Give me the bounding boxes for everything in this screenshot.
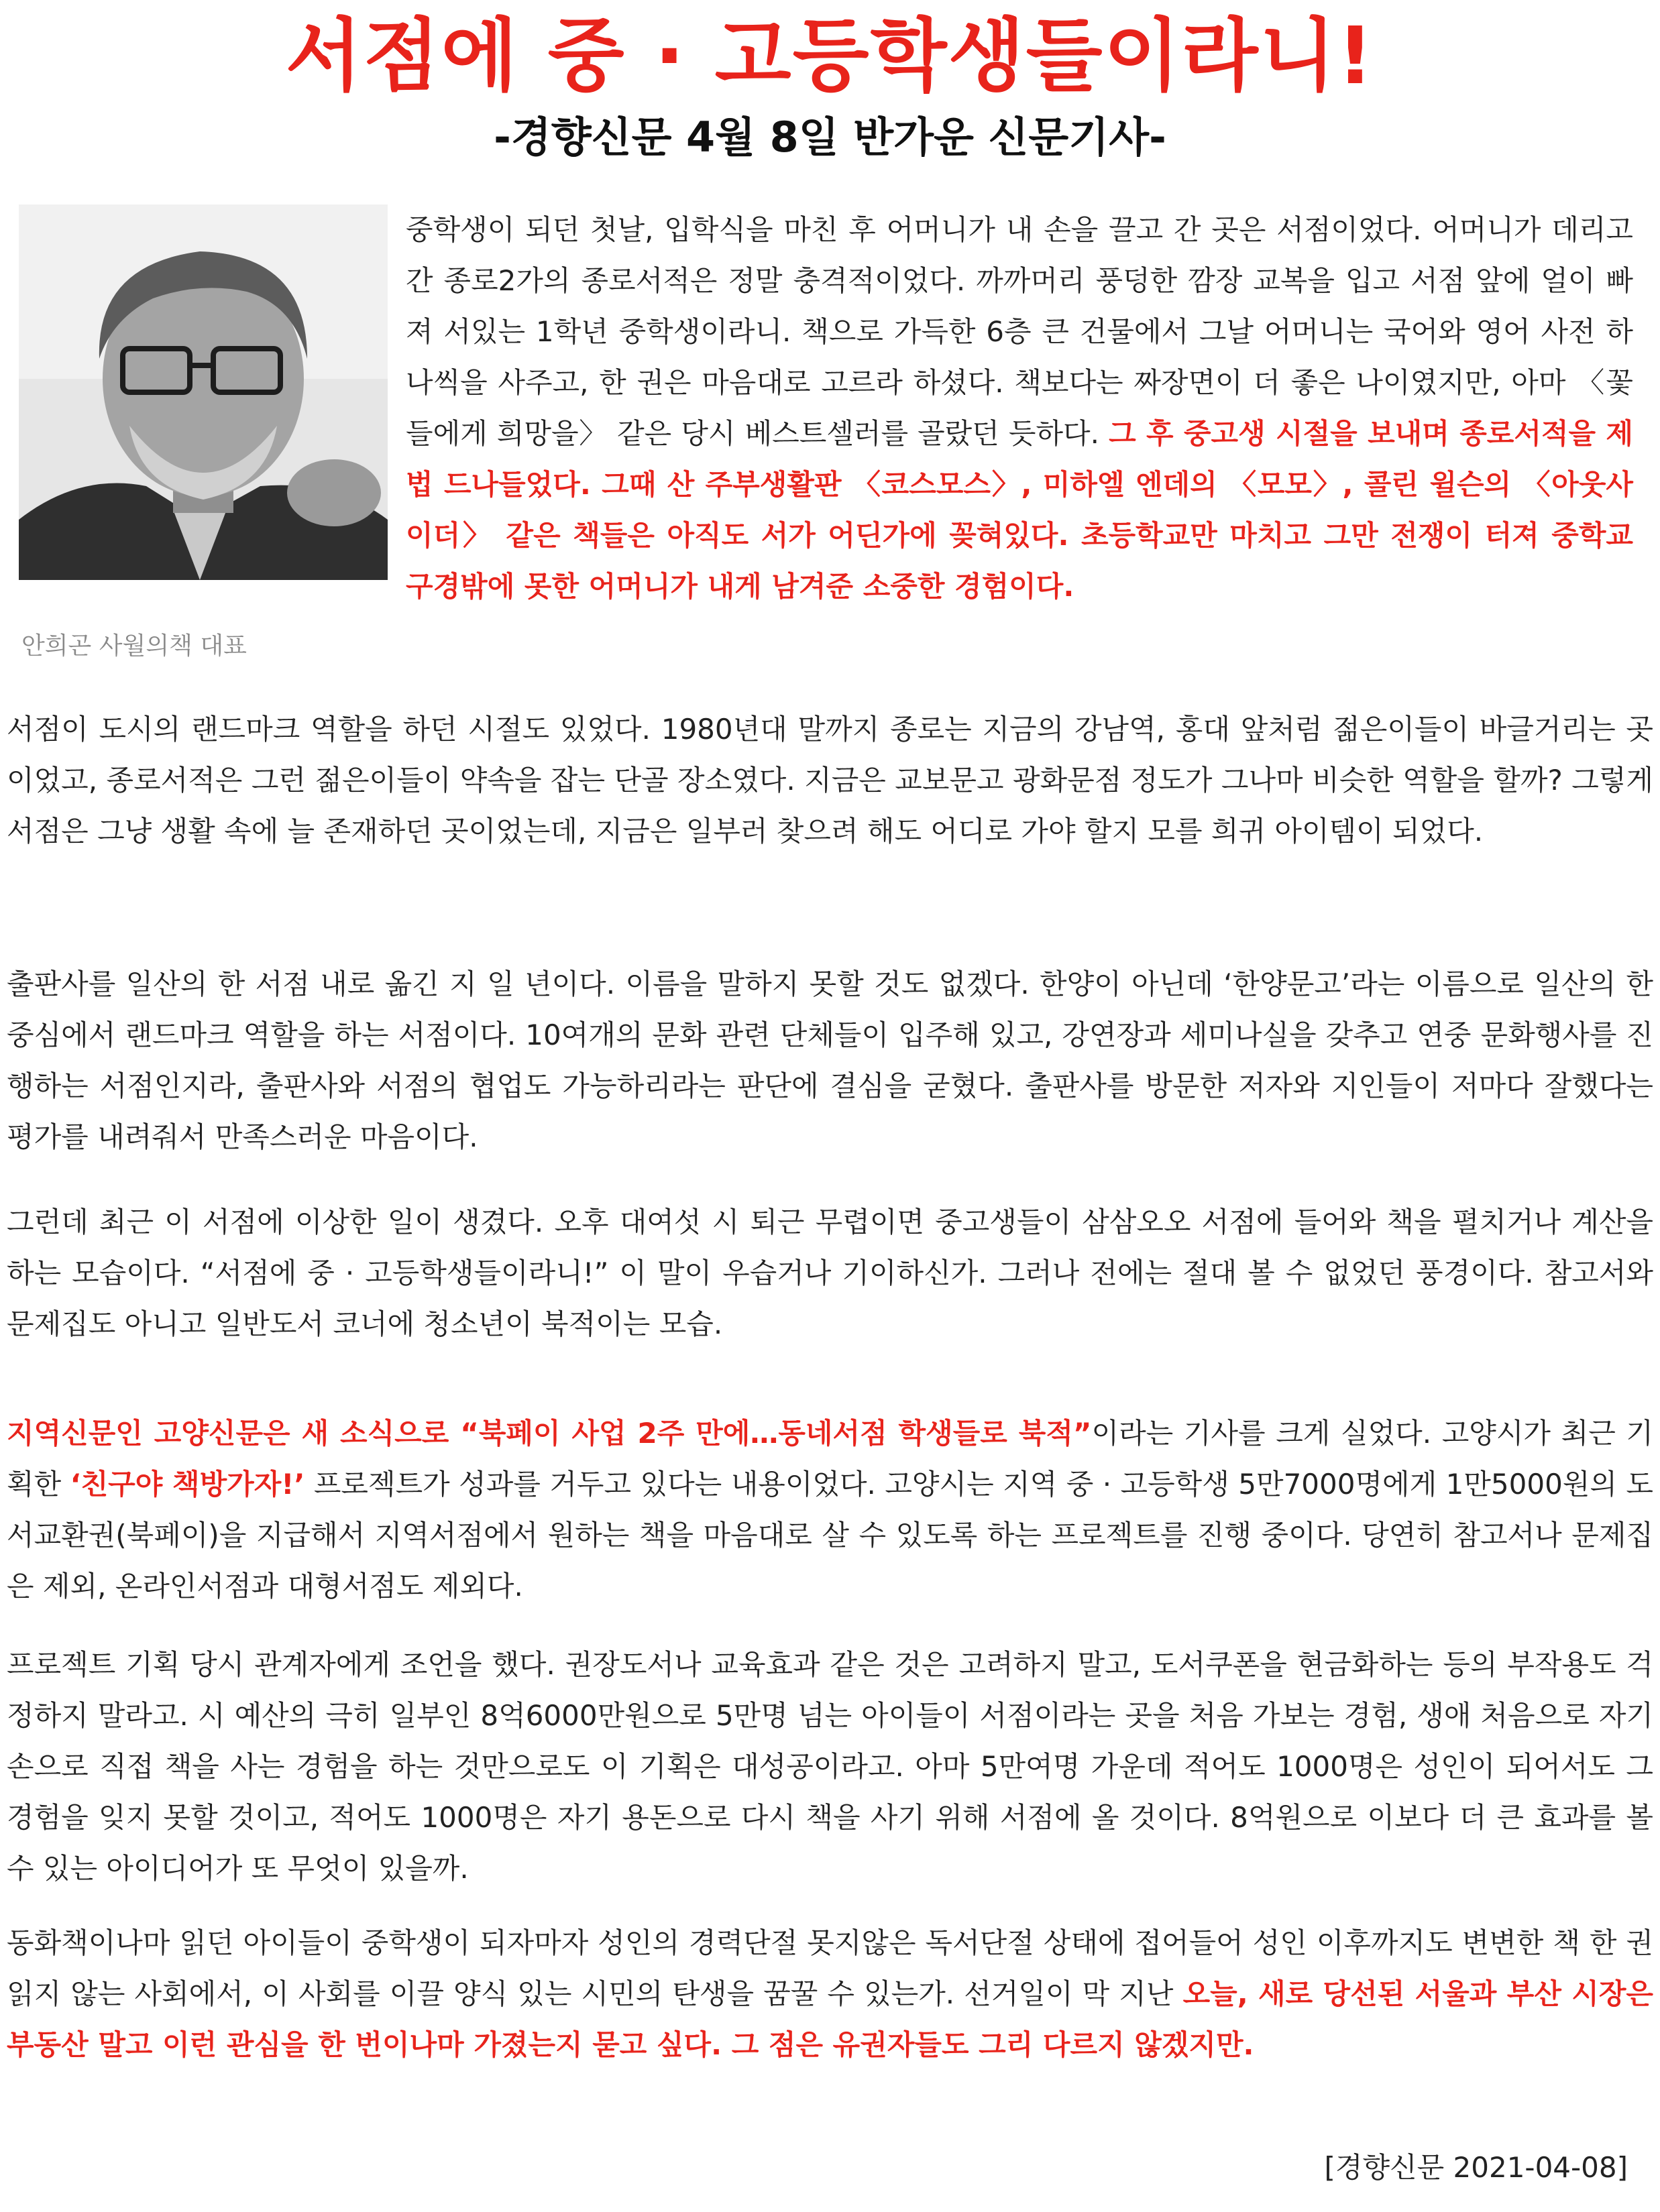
paragraph-2: 서점이 도시의 랜드마크 역할을 하던 시절도 있었다. 1980년대 말까지 종로는 지금의 강남역, 홍대 앞처럼 젊은이들이 바글거리는 곳이었고, 종로서적은 그런 젊은이들이 약속을 잡는 단골 장소였다. 지금은 교보문고 광화문점 정도가 그나마 비슷한 역할을 할까? 그렇게 서점은 그냥 생활 속에 늘 존재하던 곳이었는데, 지금은 일부러 찾으려 해도 어디로 가야 할지 모를 희귀 아이템이 되었다. (7, 713, 1653, 848)
paragraph-7 (7, 1918, 1653, 2071)
paragraph-7-highlight: 오늘, 새로 당선된 서울과 부산 시장은 부동산 말고 이런 관심을 한 번이나마 가졌는지 묻고 싶다. 그 점은 유권자들도 그리 다르지 않겠지만. (7, 1977, 1653, 2061)
intro-paragraph (406, 205, 1633, 612)
paragraph-6: 프로젝트 기획 당시 관계자에게 조언을 했다. 권장도서나 교육효과 같은 것은 고려하지 말고, 도서쿠폰을 현금화하는 등의 부작용도 걱정하지 말라고. 시 예산의 극히 일부인 8억6000만원으로 5만명 넘는 아이들이 서점이라는 곳을 처음 가보는 경험, 생애 처음으로 자기 손으로 직접 책을 사는 경험을 하는 것만으로도 이 기획은 대성공이라고. 아마 5만여명 가운데 적어도 1000명은 성인이 되어서도 그 경험을 잊지 못할 것이고, 적어도 1000명은 자기 용돈으로 다시 책을 사기 위해 서점에 올 것이다. 8억원으로 이보다 더 큰 효과를 볼 수 있는 아이디어가 또 무엇이 있을까. (7, 1648, 1653, 1885)
paragraph-5-text-1: 이라는 기사를 크게 실었다. 고양시가 최근 기획한 (7, 1417, 1653, 1501)
paragraph-5-highlight-1: 지역신문인 고양신문은 새 소식으로 “북페이 사업 2주 만에…동네서점 학생들로 북적” (7, 1417, 1092, 1450)
article-title: 서점에 중 · 고등학생들이라니! (285, 9, 1375, 102)
paragraph-4: 그런데 최근 이 서점에 이상한 일이 생겼다. 오후 대여섯 시 퇴근 무렵이면 중고생들이 삼삼오오 서점에 들어와 책을 펼치거나 계산을 하는 모습이다. “서점에 중 · 고등학생들이라니!” 이 말이 우습거나 기이하신가. 그러나 전에는 절대 볼 수 없었던 풍경이다. 참고서와 문제집도 아니고 일반도서 코너에 청소년이 북적이는 모습. (7, 1206, 1653, 1340)
paragraph-5 (7, 1408, 1653, 1612)
photo-caption: 안희곤 사월의책 대표 (21, 632, 247, 660)
paragraph-7-text: 동화책이나마 읽던 아이들이 중학생이 되자마자 성인의 경력단절 못지않은 독서단절 상태에 접어들어 성인 이후까지도 변변한 책 한 권 읽지 않는 사회에서, 이 사회를 이끌 양식 있는 시민의 탄생을 꿈꿀 수 있는가. 선거일이 막 지난 (7, 1926, 1653, 2010)
intro-highlight: 그 후 중고생 시절을 보내며 종로서적을 제법 드나들었다. 그때 산 주부생활판 〈코스모스〉, 미하엘 엔데의 〈모모〉, 콜린 윌슨의 〈아웃사이더〉 같은 책들은 아직도 서가 어딘가에 꽂혀있다. 초등학교만 마치고 그만 전쟁이 터져 중학교 구경밖에 못한 어머니가 내게 남겨준 소중한 경험이다. (406, 417, 1633, 603)
paragraph-5-text-2: 프로젝트가 성과를 거두고 있다는 내용이었다. 고양시는 지역 중 · 고등학생 5만7000명에게 1만5000원의 도서교환권(북페이)을 지급해서 지역서점에서 원하는 책을 마음대로 살 수 있도록 하는 프로젝트를 진행 중이다. 당연히 참고서나 문제집은 제외, 온라인서점과 대형서점도 제외다. (7, 1468, 1653, 1603)
article-source: [경향신문 2021-04-08] (1324, 2151, 1628, 2184)
article-subtitle: -경향신문 4월 8일 반가운 신문기사- (494, 113, 1166, 162)
paragraph-5-highlight-2: ‘친구야 책방가자!’ (70, 1468, 305, 1501)
author-portrait-image (19, 205, 388, 580)
intro-text: 중학생이 되던 첫날, 입학식을 마친 후 어머니가 내 손을 끌고 간 곳은 서점이었다. 어머니가 데리고 간 종로2가의 종로서적은 정말 충격적이었다. 까까머리 풍덩한 깜장 교복을 입고 서점 앞에 얼이 빠져 서있는 1학년 중학생이라니. 책으로 가득한 6층 큰 건물에서 그날 어머니는 국어와 영어 사전 하나씩을 사주고, 한 권은 마음대로 고르라 하셨다. 책보다는 짜장면이 더 좋은 나이였지만, 아마 〈꽃들에게 희망을〉 같은 당시 베스트셀러를 골랐던 듯하다. (406, 213, 1633, 450)
author-photo (19, 205, 388, 580)
paragraph-3: 출판사를 일산의 한 서점 내로 옮긴 지 일 년이다. 이름을 말하지 못할 것도 없겠다. 한양이 아닌데 ‘한양문고’라는 이름으로 일산의 한 중심에서 랜드마크 역할을 하는 서점이다. 10여개의 문화 관련 단체들이 입주해 있고, 강연장과 세미나실을 갖추고 연중 문화행사를 진행하는 서점인지라, 출판사와 서점의 협업도 가능하리라는 판단에 결심을 굳혔다. 출판사를 방문한 저자와 지인들이 저마다 잘했다는 평가를 내려줘서 만족스러운 마음이다. (7, 968, 1653, 1153)
